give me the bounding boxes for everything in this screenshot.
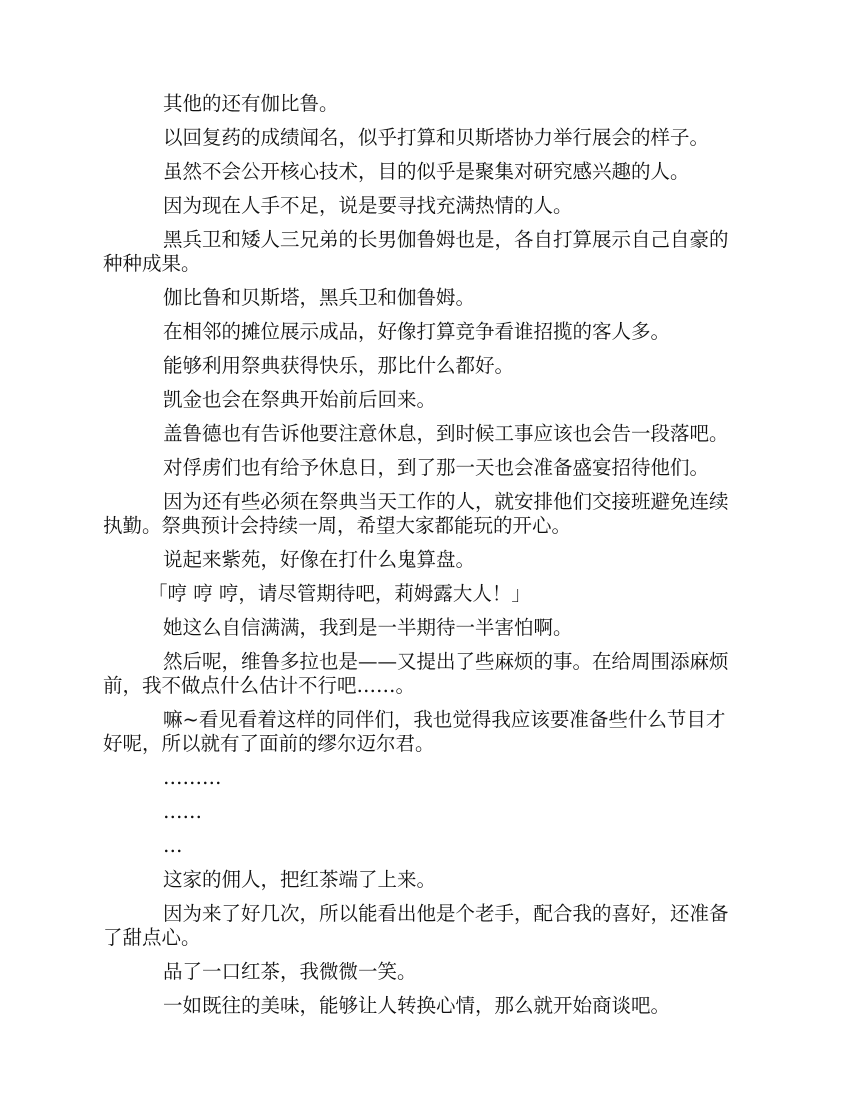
paragraph: 黑兵卫和矮人三兄弟的长男伽鲁姆也是，各自打算展示自己自豪的种种成果。 <box>103 228 729 275</box>
text-body <box>103 92 743 1028</box>
paragraph: 凯金也会在祭典开始前后回来。 <box>163 388 437 411</box>
paragraph: 嘛~看见看着这样的同伴们，我也觉得我应该要准备些什么节目才好呢，所以就有了面前的缪尔迈尔君。 <box>103 708 726 755</box>
paragraph: 因为还有些必须在祭典当天工作的人，就安排他们交接班避免连续执勤。祭典预计会持续一周，希望大家都能玩的开心。 <box>103 490 729 537</box>
paragraph: 一如既往的美味，能够让人转换心情，那么就开始商谈吧。 <box>163 994 671 1017</box>
ellipsis-line: …… <box>163 800 202 823</box>
paragraph: 说起来紫苑，好像在打什么鬼算盘。 <box>163 548 476 571</box>
paragraph: 品了一口红茶，我微微一笑。 <box>163 960 417 983</box>
paragraph: 以回复药的成绩闻名，似乎打算和贝斯塔协力举行展会的样子。 <box>163 126 710 149</box>
paragraph: 伽比鲁和贝斯塔，黑兵卫和伽鲁姆。 <box>163 286 476 309</box>
paragraph: 她这么自信满满，我到是一半期待一半害怕啊。 <box>163 616 573 639</box>
paragraph: 对俘虏们也有给予休息日，到了那一天也会准备盛宴招待他们。 <box>163 456 710 479</box>
paragraph: 虽然不会公开核心技术，目的似乎是聚集对研究感兴趣的人。 <box>163 160 690 183</box>
paragraph: 其他的还有伽比鲁。 <box>163 92 339 115</box>
paragraph: 然后呢，维鲁多拉也是——又提出了些麻烦的事。在给周围添麻烦前，我不做点什么估计不行吧……。 <box>103 650 729 697</box>
paragraph: 盖鲁德也有告诉他要注意休息，到时候工事应该也会告一段落吧。 <box>163 422 729 445</box>
paragraph: 因为来了好几次，所以能看出他是个老手，配合我的喜好，还准备了甜点心。 <box>103 902 729 949</box>
paragraph: 这家的佣人，把红茶端了上来。 <box>163 868 437 891</box>
ellipsis-line: ……… <box>163 766 222 789</box>
paragraph: 能够利用祭典获得快乐，那比什么都好。 <box>163 354 515 377</box>
dialogue-line: 「哼 哼 哼，请尽管期待吧，莉姆露大人！」 <box>148 582 531 605</box>
ellipsis-line: … <box>163 834 183 857</box>
paragraph: 在相邻的摊位展示成品，好像打算竞争看谁招揽的客人多。 <box>163 320 671 343</box>
paragraph: 因为现在人手不足，说是要寻找充满热情的人。 <box>163 194 573 217</box>
